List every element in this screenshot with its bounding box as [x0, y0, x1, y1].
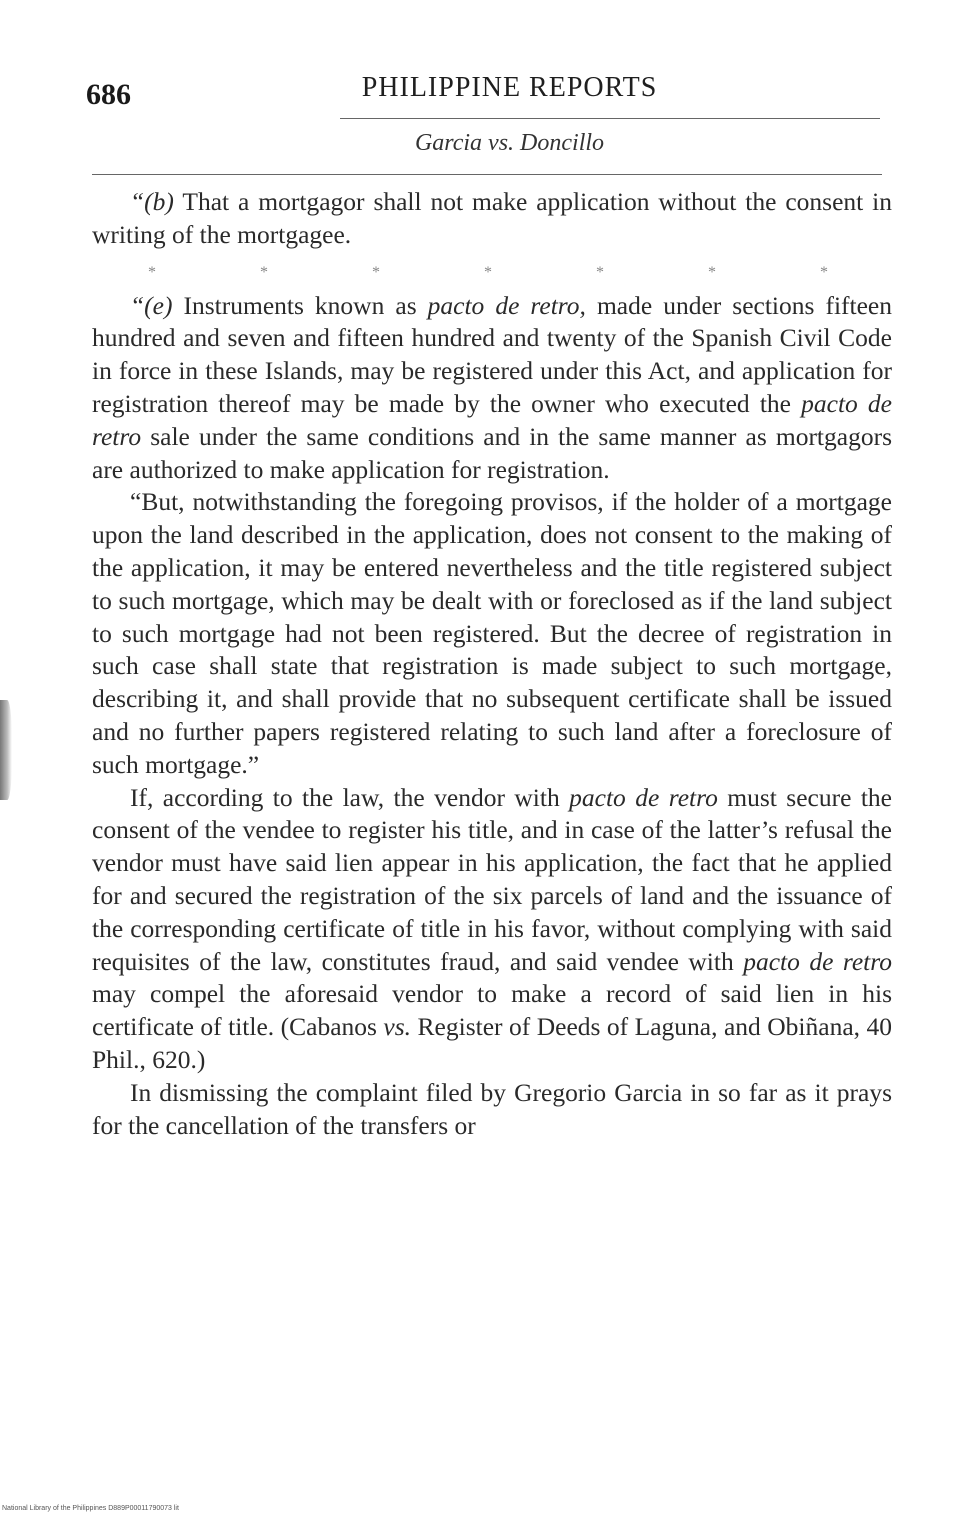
paragraph-e-text-c: sale under the same conditions and in the same manner as mortgagors are authorized to make application for registration.	[92, 421, 892, 484]
star: *	[708, 263, 716, 281]
star: *	[372, 263, 380, 281]
paragraph-e-text-b: made under sections fifteen hundred and seven and fifteen hundred and twenty of the Spanish Civil Code in force in these Islands, may be registered under this Act, and application for registration thereof may be made by the owner who executed the	[92, 290, 892, 418]
paragraph-e-text-a: Instruments known as	[172, 290, 428, 320]
analysis-text-a: If, according to the law, the vendor with	[130, 782, 570, 812]
body-text	[92, 186, 892, 1142]
term-pacto-de-retro: pacto de retro	[569, 782, 718, 812]
paragraph-dismissal: In dismissing the complaint filed by Gregorio Garcia in so far as it prays for the cancellation of the transfers or	[92, 1077, 892, 1140]
star: *	[148, 263, 156, 281]
header-rule-top	[340, 118, 880, 119]
citation-vs: vs.	[383, 1012, 412, 1042]
running-head: PHILIPPINE REPORTS	[361, 72, 658, 103]
paragraph-b	[92, 186, 892, 252]
clause-label-b: “(b)	[130, 187, 174, 216]
ellipsis-stars	[148, 262, 828, 284]
term-pacto-de-retro: pacto de retro	[743, 946, 892, 976]
star: *	[260, 263, 268, 281]
paragraph-e	[92, 290, 892, 487]
clause-label-e: “(e)	[130, 290, 173, 320]
term-pacto-de-retro: pacto de retro	[92, 388, 892, 451]
star: *	[820, 263, 828, 281]
analysis-text-b: must secure the consent of the vendee to register his title, and in case of the latter’s refusal the vendor must have said lien appear in his application, the fact that he applied for and secured the registration of the six parcels of land and the issuance of the corresponding certificate of title in his favor, without complying with said requisites of the law, constitutes fraud, and said vendee with	[92, 782, 892, 976]
star: *	[484, 263, 492, 281]
term-pacto-de-retro: pacto de retro,	[427, 290, 586, 320]
paragraph-analysis	[92, 782, 892, 1077]
analysis-text-d: Register of Deeds of Laguna, and Obiñana, 40 Phil., 620.)	[92, 1012, 892, 1074]
paragraph-proviso: “But, notwithstanding the foregoing provisos, if the holder of a mortgage upon the land described in the application, does not consent to the making of the application, it may be entered nevertheless and the title registered subject to such mortgage, which may be dealt with or foreclosed as if the land subject to such mortgage had not been registered. But the decree of registration in such case shall state that registration is made subject to such mortgage, describing it, and shall provide that no subsequent certificate shall be issued and no further papers registered relating to such land after a foreclosure of such mortgage.”	[92, 487, 892, 779]
case-title: Garcia vs. Doncillo	[414, 130, 605, 156]
library-footer: National Library of the Philippines D889P00011790073 lit	[2, 1505, 179, 1512]
star: *	[596, 263, 604, 281]
header-rule-bottom	[92, 174, 882, 175]
page-number: 686	[86, 78, 131, 111]
paragraph-b-text: That a mortgagor shall not make application without the consent in writing of the mortgagee.	[92, 187, 892, 249]
analysis-text-c: may compel the aforesaid vendor to make a record of said lien in his certificate of title. (Cabanos	[92, 979, 892, 1042]
binding-shadow	[0, 700, 12, 800]
